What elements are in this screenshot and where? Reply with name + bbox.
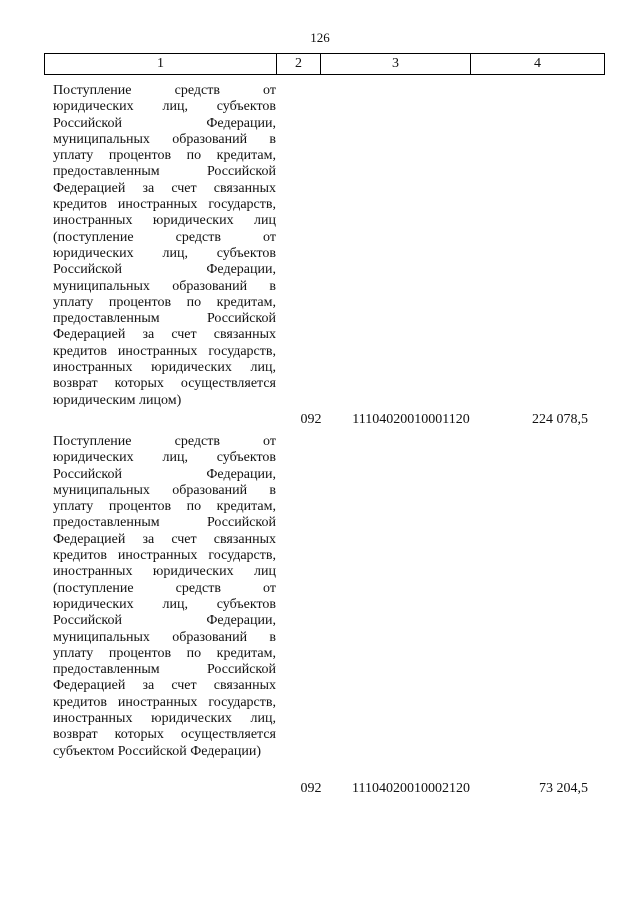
header-col-2: 2 — [277, 54, 321, 75]
row-kbk-code: 11104020010002120 — [352, 781, 470, 796]
row-description: Поступление средств от юридических лиц, субъектов Российской Федерации, муниципальных образований в уплату процентов по кредитам, предоставленным Российской Федерацией за счет связанных кредитов иностранных государств, иностранных юридических лиц (поступление средств от юридических лиц, субъектов Российской Федерации, муниципальных образований в уплату процентов по кредитам, предоставленным Российской Федерацией за счет связанных кредитов иностранных государств, иностранных юридических лиц, возврат которых осуществляется юридическим лицом) — [53, 83, 276, 408]
row-amount: 224 078,5 — [532, 412, 588, 427]
row-admin-code: 092 — [300, 412, 322, 427]
row-kbk-code: 11104020010001120 — [352, 412, 470, 427]
header-col-1: 1 — [45, 54, 277, 75]
row-admin-code: 092 — [300, 781, 322, 796]
header-col-3: 3 — [321, 54, 471, 75]
table-header — [44, 53, 605, 75]
row-description: Поступление средств от юридических лиц, субъектов Российской Федерации, муниципальных образований в уплату процентов по кредитам, предоставленным Российской Федерацией за счет связанных кредитов иностранных государств, иностранных юридических лиц (поступление средств от юридических лиц, субъектов Российской Федерации, муниципальных образований в уплату процентов по кредитам, предоставленным Российской Федерацией за счет связанных кредитов иностранных государств, иностранных юридических лиц, возврат которых осуществляется субъектом Российской Федерации) — [53, 434, 276, 759]
page-number: 126 — [310, 30, 330, 45]
header-col-4: 4 — [471, 54, 605, 75]
row-amount: 73 204,5 — [539, 781, 588, 796]
